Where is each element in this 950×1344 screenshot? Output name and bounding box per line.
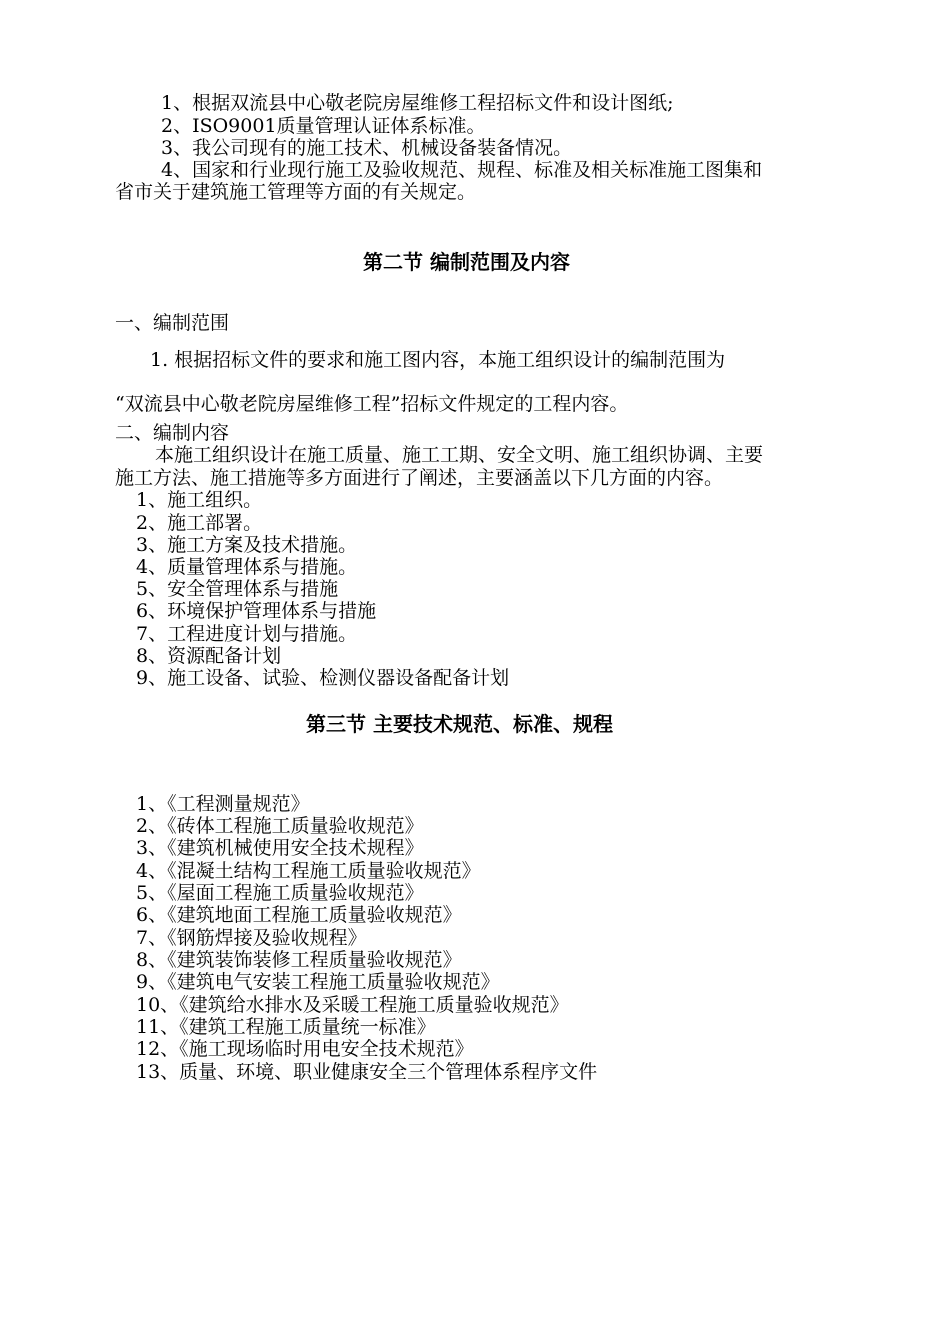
standard-item-7: 7、《钢筋焊接及验收规程》 bbox=[136, 927, 367, 949]
standard-item-5: 5、《屋面工程施工质量验收规范》 bbox=[136, 882, 424, 904]
content-item-4: 4、质量管理体系与措施。 bbox=[136, 556, 358, 578]
intro-item-3: 3、我公司现有的施工技术、机械设备装备情况。 bbox=[161, 137, 573, 159]
section3-title: 第三节 主要技术规范、标准、规程 bbox=[306, 712, 613, 736]
content-para-1: 本施工组织设计在施工质量、施工工期、安全文明、施工组织协调、主要 bbox=[155, 444, 764, 466]
standard-item-13: 13、质量、环境、职业健康安全三个管理体系程序文件 bbox=[136, 1061, 598, 1083]
standard-item-1: 1、《工程测量规范》 bbox=[136, 793, 310, 815]
standard-item-11: 11、《建筑工程施工质量统一标准》 bbox=[136, 1016, 436, 1038]
intro-item-4-cont: 省市关于建筑施工管理等方面的有关规定。 bbox=[115, 181, 477, 203]
content-item-9: 9、施工设备、试验、检测仪器设备配备计划 bbox=[136, 667, 510, 689]
standard-item-4: 4、《混凝土结构工程施工质量验收规范》 bbox=[136, 860, 481, 882]
scope-line-2: “双流县中心敬老院房屋维修工程”招标文件规定的工程内容。 bbox=[115, 393, 629, 415]
standard-item-2: 2、《砖体工程施工质量验收规范》 bbox=[136, 815, 424, 837]
standard-item-9: 9、《建筑电气安装工程施工质量验收规范》 bbox=[136, 971, 500, 993]
content-item-3: 3、施工方案及技术措施。 bbox=[136, 534, 358, 556]
content-item-1: 1、施工组织。 bbox=[136, 489, 263, 511]
section2-title: 第二节 编制范围及内容 bbox=[363, 250, 570, 274]
standard-item-8: 8、《建筑装饰装修工程质量验收规范》 bbox=[136, 949, 462, 971]
intro-item-4: 4、国家和行业现行施工及验收规范、规程、标准及相关标准施工图集和 bbox=[161, 159, 763, 181]
content-item-6: 6、环境保护管理体系与措施 bbox=[136, 600, 377, 622]
content-heading: 二、编制内容 bbox=[115, 422, 230, 444]
content-item-8: 8、资源配备计划 bbox=[136, 645, 282, 667]
intro-item-2: 2、ISO9001质量管理认证体系标准。 bbox=[161, 115, 486, 137]
content-item-2: 2、施工部署。 bbox=[136, 512, 263, 534]
scope-line-1: 1. 根据招标文件的要求和施工图内容，本施工组织设计的编制范围为 bbox=[150, 349, 726, 371]
standard-item-12: 12、《施工现场临时用电安全技术规范》 bbox=[136, 1038, 474, 1060]
content-para-2: 施工方法、施工措施等多方面进行了阐述，主要涵盖以下几方面的内容。 bbox=[115, 467, 724, 489]
content-item-7: 7、工程进度计划与措施。 bbox=[136, 623, 358, 645]
content-item-5: 5、安全管理体系与措施 bbox=[136, 578, 339, 600]
standard-item-10: 10、《建筑给水排水及采暖工程施工质量验收规范》 bbox=[136, 994, 569, 1016]
standard-item-3: 3、《建筑机械使用安全技术规程》 bbox=[136, 837, 424, 859]
scope-heading: 一、编制范围 bbox=[115, 312, 230, 334]
standard-item-6: 6、《建筑地面工程施工质量验收规范》 bbox=[136, 904, 462, 926]
intro-item-1: 1、根据双流县中心敬老院房屋维修工程招标文件和设计图纸; bbox=[161, 92, 674, 114]
